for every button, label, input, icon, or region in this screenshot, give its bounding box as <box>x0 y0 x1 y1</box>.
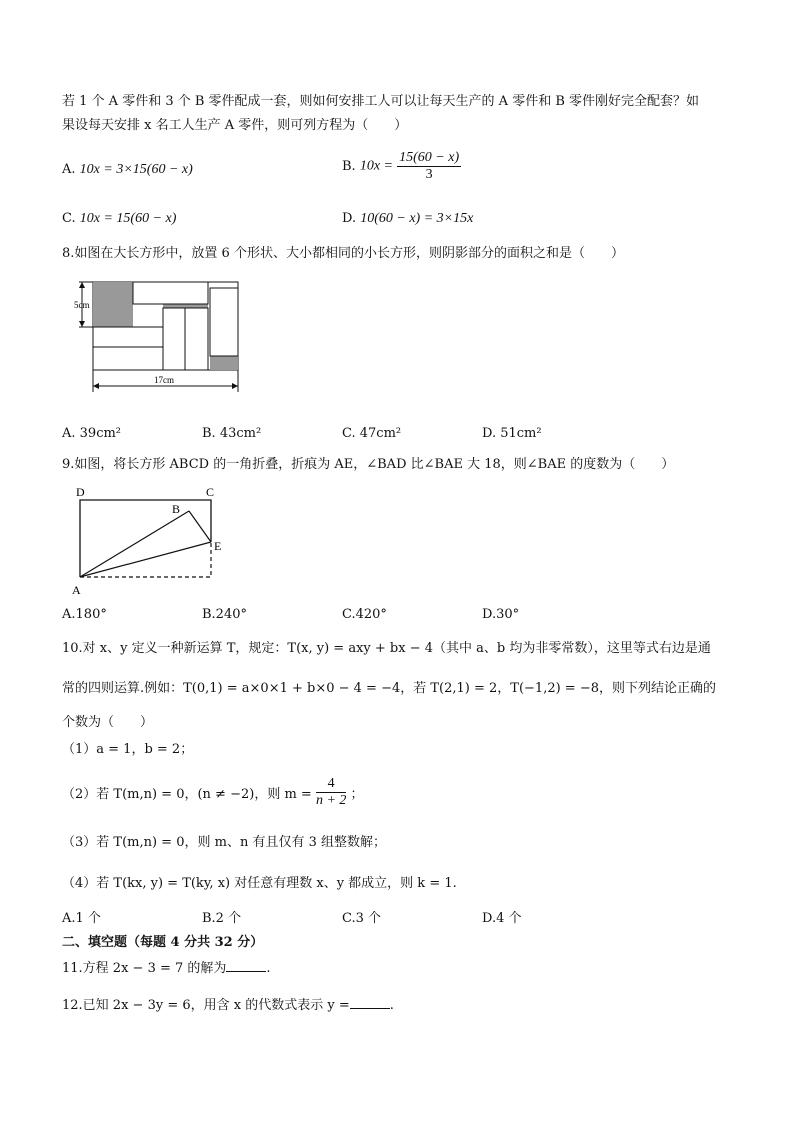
label-E: E <box>214 539 222 553</box>
q7-option-b-fraction: $\frac{15(60 - x)}{3}$ <box>399 150 460 182</box>
q11-answer-blank[interactable] <box>226 959 266 972</box>
q7-stem-line2: 果设每天安排 x 名工人生产 A 零件，则可列方程为（ ） <box>62 118 408 133</box>
q9-stem: 9.如图，将长方形 ABCD 的一角折叠，折痕为 AE，∠BAD 比∠BAE 大 18，则∠BAE 的度数为（ ） <box>62 457 675 472</box>
q10-option-b[interactable]: B.2 个 <box>202 911 242 926</box>
q9-option-a[interactable]: A.180° <box>62 607 107 622</box>
q10-item-2-fraction: $\frac{4}{n + 2}$ <box>315 776 347 808</box>
label-B: B <box>172 502 181 516</box>
q10-option-d[interactable]: D.4 个 <box>482 911 522 926</box>
q9-figure <box>68 482 238 598</box>
q9-option-c[interactable]: C.420° <box>342 607 387 622</box>
label-C: C <box>206 485 215 499</box>
shaded-strip <box>163 304 208 308</box>
q7-option-b[interactable]: B. 10x = $\frac{15(60 - x)}{3}$ <box>342 150 460 182</box>
q9-option-b[interactable]: B.240° <box>202 607 247 622</box>
shaded-bottom-right <box>210 356 238 370</box>
small-rect-2 <box>93 327 163 347</box>
label-D: D <box>76 485 85 499</box>
small-rect-1 <box>133 282 208 304</box>
q8-option-b[interactable]: B. 43cm² <box>202 426 262 441</box>
height-label: 5cm <box>74 300 90 310</box>
shaded-top-left <box>93 282 133 327</box>
q8-stem: 8.如图在大长方形中，放置 6 个形状、大小都相同的小长方形，则阴影部分的面积之和是（ ） <box>62 246 624 261</box>
q10-item-3: （3）若 T(m,n) = 0，则 m、n 有且仅有 3 组整数解； <box>62 835 386 850</box>
q10-stem-line3: 个数为（ ） <box>62 715 154 730</box>
width-label: 17cm <box>154 375 174 385</box>
q10-stem-line1: 10.对 x、y 定义一种新运算 T，规定：T(x, y) = axy + bx − 4（其中 a、b 均为非零常数），这里等式右边是通 <box>62 641 711 656</box>
q10-item-4: （4）若 T(kx, y) = T(ky, x) 对任意有理数 x、y 都成立，则 k = 1. <box>62 876 457 891</box>
q8-option-a[interactable]: A. 39cm² <box>62 426 122 441</box>
small-rect-5 <box>185 308 208 370</box>
q10-item-2: （2）若 T(m,n) = 0，(n ≠ −2)，则 m = $\frac{4}{n + 2}$ ； <box>62 776 364 808</box>
small-rect-3 <box>93 347 163 370</box>
label-A: A <box>72 583 81 597</box>
q11: 11.方程 2x − 3 = 7 的解为 . <box>62 961 271 976</box>
q8-option-c[interactable]: C. 47cm² <box>342 426 402 441</box>
q8-option-d[interactable]: D. 51cm² <box>482 426 542 441</box>
q10-option-a[interactable]: A.1 个 <box>62 911 101 926</box>
q7-option-d[interactable]: D. 10(60 − x) = 3×15x <box>342 211 474 226</box>
q7-option-c[interactable]: C. 10x = 15(60 − x) <box>62 211 177 226</box>
q10-item-1: （1）a = 1，b = 2； <box>62 742 194 757</box>
q7-option-a[interactable]: A. 10x = 3×15(60 − x) <box>62 162 193 177</box>
q10-stem-line2: 常的四则运算.例如：T(0,1) = a×0×1 + b×0 − 4 = −4，若 T(2,1) = 2，T(−1,2) = −8，则下列结论正确的 <box>62 681 716 696</box>
fold-crease-AE <box>80 542 211 577</box>
small-rect-4 <box>163 308 185 370</box>
section-2-title: 二、填空题（每题 4 分共 32 分） <box>62 935 264 950</box>
q8-figure <box>62 276 252 400</box>
q12: 12.已知 2x − 3y = 6，用含 x 的代数式表示 y = . <box>62 998 394 1013</box>
segment-AB <box>80 511 189 577</box>
q12-answer-blank[interactable] <box>350 996 390 1009</box>
segment-BE <box>189 511 211 542</box>
q7-stem-line1: 若 1 个 A 零件和 3 个 B 零件配成一套，则如何安排工人可以让每天生产的 A 零件和 B 零件刚好完全配套？如 <box>62 94 700 109</box>
q9-option-d[interactable]: D.30° <box>482 607 520 622</box>
small-rect-6 <box>210 288 238 356</box>
q10-option-c[interactable]: C.3 个 <box>342 911 382 926</box>
